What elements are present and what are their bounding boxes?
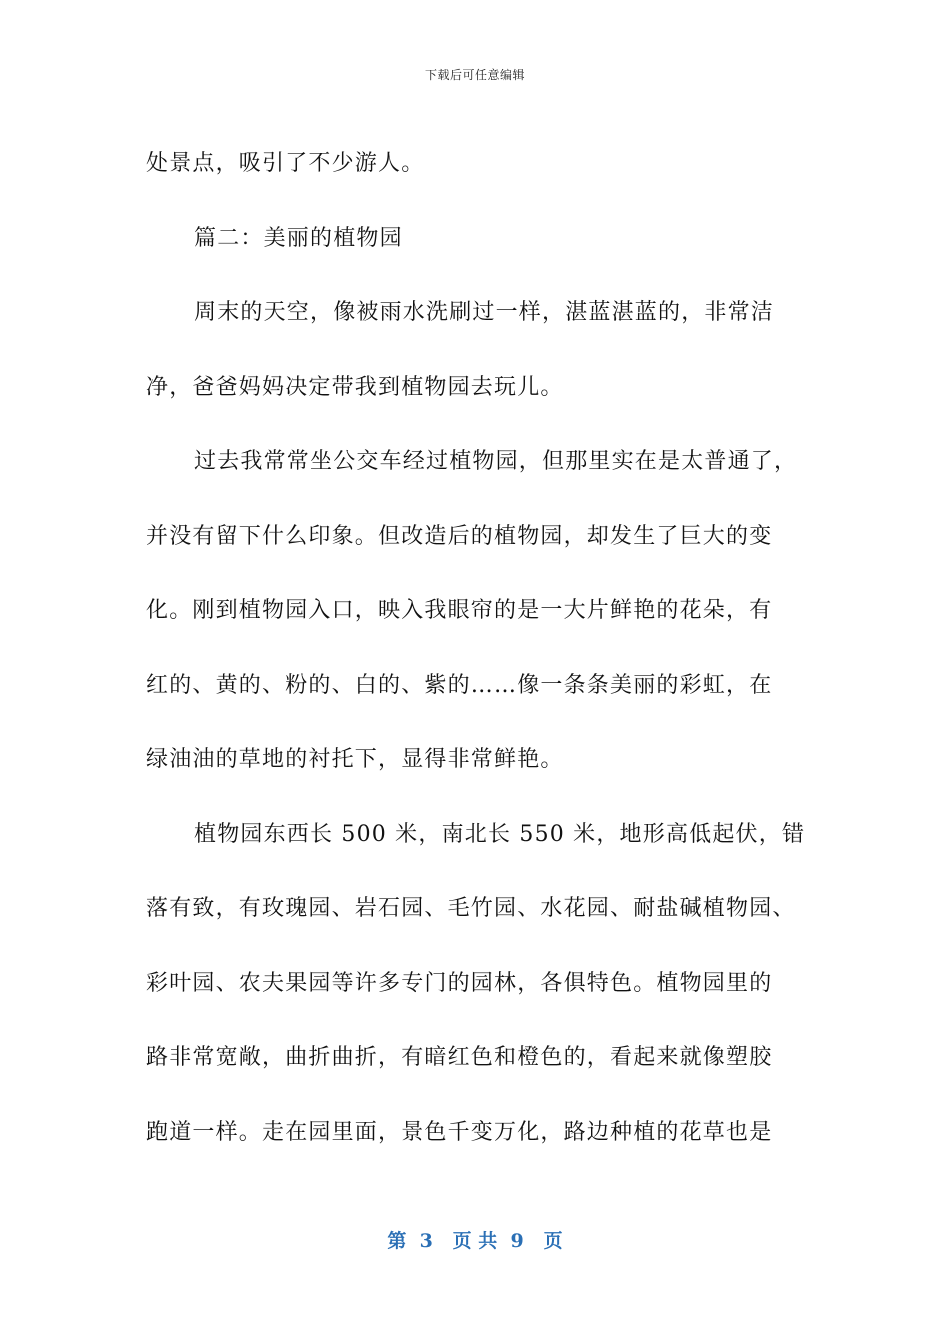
text-line: 绿油油的草地的衬托下，显得非常鲜艳。 <box>146 747 564 772</box>
text-line: 彩叶园、农夫果园等许多专门的园林，各俱特色。植物园里的 <box>146 970 773 996</box>
page-number-footer: 第 3 页 共 9 页 <box>387 1230 563 1252</box>
text-line: 红的、黄的、粉的、白的、紫的……像一条条美丽的彩虹，在 <box>146 672 773 698</box>
text-line: 并没有留下什么印象。但改造后的植物园，却发生了巨大的变 <box>146 523 773 549</box>
text-line: 周末的天空，像被雨水洗刷过一样，湛蓝湛蓝的，非常洁 <box>194 300 775 325</box>
text-line: 过去我常常坐公交车经过植物园，但那里实在是太普通了， <box>194 449 798 474</box>
document-body <box>146 127 806 1170</box>
text-line: 处景点，吸引了不少游人。 <box>146 151 425 176</box>
text-line: 落有致，有玫瑰园、岩石园、毛竹园、水花园、耐盐碱植物园、 <box>146 896 796 921</box>
text-line: 化。刚到植物园入口，映入我眼帘的是一大片鲜艳的花朵，有 <box>146 598 773 623</box>
text-line: 跑道一样。走在园里面，景色千变万化，路边种植的花草也是 <box>146 1119 773 1145</box>
page-header: 下载后可任意编辑 <box>424 68 525 82</box>
text-line: 路非常宽敞，曲折曲折，有暗红色和橙色的，看起来就像塑胶 <box>146 1045 773 1070</box>
text-line: 植物园东西长 500 米，南北长 550 米，地形高低起伏，错 <box>194 821 806 847</box>
text-line: 净，爸爸妈妈决定带我到植物园去玩儿。 <box>146 374 564 400</box>
section-title: 篇二：美丽的植物园 <box>194 225 403 251</box>
